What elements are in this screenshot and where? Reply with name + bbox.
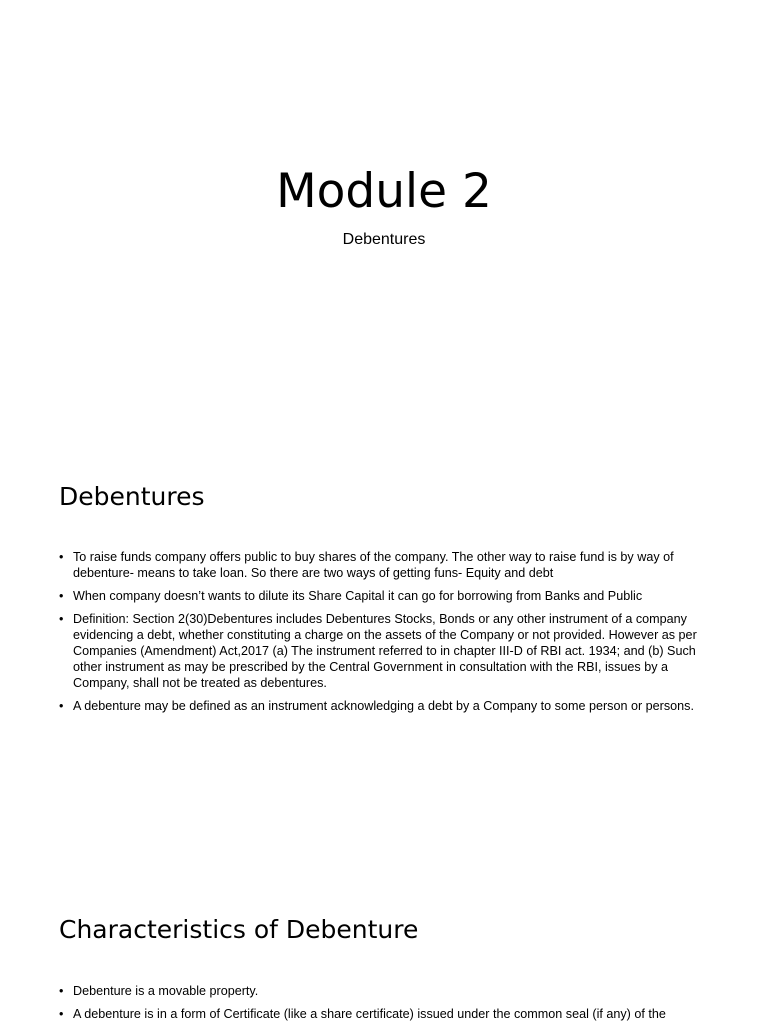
bullet-dot: • [59, 550, 64, 564]
characteristics-bullet-list [59, 983, 709, 1024]
bullet-text: A debenture may be defined as an instrument acknowledging a debt by a Company to some person or persons. [73, 699, 694, 713]
bullet-dot: • [59, 984, 64, 998]
title-slide [0, 0, 768, 432]
debentures-heading: Debentures [59, 482, 205, 511]
bullet-text: To raise funds company offers public to buy shares of the company. The other way to raise fund is by way of debenture- means to take loan. So there are two ways of getting funs- Equity and debt [73, 550, 674, 580]
bullet-item [59, 588, 709, 604]
bullet-item [59, 611, 709, 691]
bullet-item [59, 549, 709, 581]
bullet-dot: • [59, 1007, 64, 1021]
bullet-item [59, 1006, 709, 1022]
bullet-text: Debenture is a movable property. [73, 984, 259, 998]
bullet-dot: • [59, 612, 64, 626]
debentures-slide [0, 432, 768, 864]
bullet-dot: • [59, 589, 64, 603]
module-subtitle: Debentures [342, 231, 426, 248]
bullet-item [59, 983, 709, 999]
bullet-item [59, 698, 709, 714]
module-title: Module 2 [276, 164, 492, 219]
bullet-text: Definition: Section 2(30)Debentures includes Debentures Stocks, Bonds or any other instrument of a company evidencing a debt, whether constituting a charge on the assets of the Company or not provided. However as per Companies (Amendment) Act,2017 (a) The instrument referred to in chapter III-D of RBI act. 1934; and (b) Such other instrument as may be prescribed by the Central Government in consultation with the RBI, issues by a Company, shall not be treated as debentures. [73, 612, 697, 690]
debentures-bullet-list [59, 549, 709, 721]
characteristics-heading: Characteristics of Debenture [59, 915, 419, 944]
characteristics-slide [0, 864, 768, 1024]
bullet-text: When company doesn’t wants to dilute its Share Capital it can go for borrowing from Banks and Public [73, 589, 643, 603]
bullet-text: A debenture is in a form of Certificate (like a share certificate) issued under the common seal (if any) of the [73, 1007, 666, 1021]
bullet-dot: • [59, 699, 64, 713]
